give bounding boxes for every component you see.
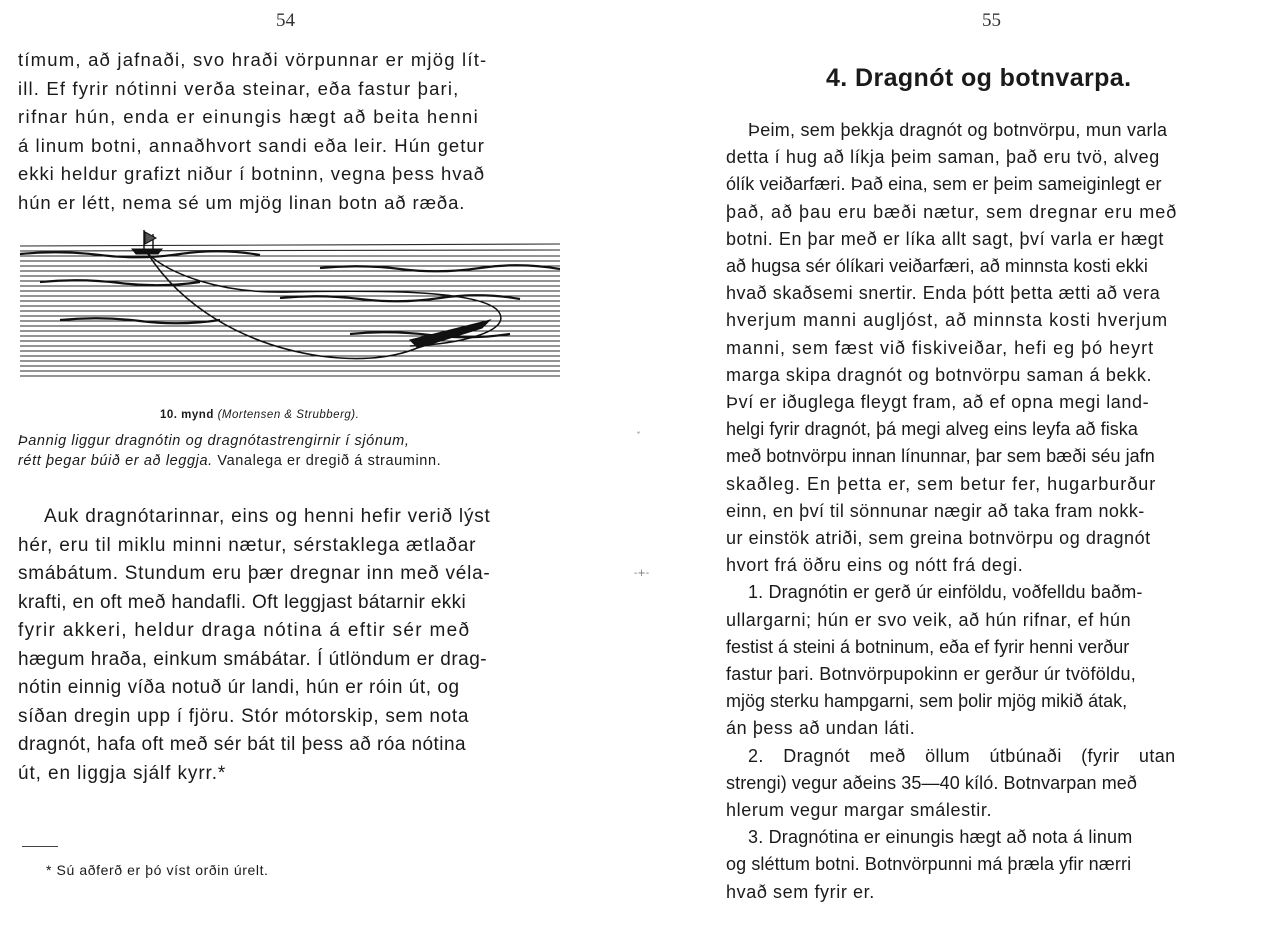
right-body-text [726,117,1177,906]
footnote: * Sú aðferð er þó víst orðin úrelt. [46,862,269,878]
text-line: hverjum manni augljóst, að minnsta kosti hverjum [726,310,1169,331]
caption-italic-part: rétt þegar búið er að leggja. [18,453,213,469]
text-line: krafti, en oft með handafli. Oft leggjast bátarnir ekki [18,591,467,613]
sea-hatching [20,244,560,376]
figure-caption-title [160,409,359,421]
text-line: hlerum vegur margar smálestir. [726,800,993,821]
text-line: skaðleg. En þetta er, sem betur fer, hugarburður [726,473,1157,494]
boat-icon [132,230,162,254]
text-line: Auk dragnótarinnar, eins og henni hefir verið lýst [44,506,491,527]
text-line: og sléttum botni. Botnvörpunni má þræla yfir nærri [726,854,1132,875]
text-line: ill. Ef fyrir nótinni verða steinar, eða fastur þari, [18,77,460,99]
text-line: rifnar hún, enda er einungis hægt að beita henni [18,106,480,127]
figure-label: 10. mynd [160,409,214,421]
scan-mark: ˇ [636,432,641,443]
text-line: hér, eru til miklu minni nætur, sérstaklega ætlaðar [18,534,477,556]
text-line: hvort frá öðru eins og nótt frá degi. [726,555,1024,576]
text-line: ur einstök atriði, sem greina botnvörpu og dragnót [726,528,1151,549]
caption-line [18,451,441,471]
text-line: tímum, að jafnaði, svo hraði vörpunnar er mjög lít- [18,49,488,70]
scan-mark: -+- [634,568,650,579]
text-line: fastur þari. Botnvörpupokinn er gerður úr tvöföldu, [726,664,1136,685]
text-line: hún er létt, nema sé um mjög linan botn að ræða. [18,191,466,213]
text-line: á linum botni, annaðhvort sandi eða leir. Hún getur [18,134,485,156]
text-line: ullargarni; hún er svo veik, að hún rifnar, ef hún [726,609,1132,630]
text-line: það, að þau eru bæði nætur, sem dregnar eru með [726,201,1178,222]
text-line: 3. Dragnótina er einungis hægt að nota á linum [748,827,1133,848]
caption-plain-part: Vanalega er dregið á strauminn. [217,453,442,469]
text-line: dragnót, hafa oft með sér bát til þess að róa nótina [18,734,466,755]
text-line: ólík veiðarfæri. Það eina, sem er þeim sameiginlegt er [726,174,1162,195]
text-line: hvað skaðsemi snertir. Enda þótt þetta ætti að vera [726,283,1161,304]
text-line: hvað sem fyrir er. [726,881,875,902]
page-number-right: 55 [982,10,1001,31]
right-page [690,0,1288,927]
text-line: mjög sterku hampgarni, sem þolir mjög mikið átak, [726,691,1128,712]
caption-line: Þannig liggur dragnótin og dragnótastrengirnir í sjónum, [18,433,410,449]
text-line: síðan dregin upp í fjöru. Stór mótorskip, sem nota [18,705,470,727]
text-line: ekki heldur grafizt niður í botninn, vegna þess hvað [18,163,485,184]
text-line: út, en liggja sjálf kyrr.* [18,762,227,784]
text-line: hægum hraða, einkum smábátar. Í útlöndum er drag- [18,648,488,670]
chapter-title: 4. Dragnót og botnvarpa. [826,64,1132,92]
footnote-rule [22,846,58,847]
page-number-left: 54 [276,10,295,31]
figure-caption [18,431,441,471]
left-paragraph-2 [18,503,491,788]
text-line: Því er iðuglega fleygt fram, að ef opna megi land- [726,392,1150,413]
text-line: 1. Dragnótin er gerð úr einföldu, voðfelldu baðm- [748,582,1143,603]
text-line: detta í hug að líkja þeim saman, það eru tvö, alveg [726,147,1160,168]
left-page [0,0,590,927]
text-line: án þess að undan láti. [726,718,916,739]
text-line: með botnvörpu innan línunnar, þar sem bæði séu jafn [726,446,1155,467]
text-line: nótin einnig víða notuð úr landi, hún er róin út, og [18,677,460,698]
text-line: smábátum. Stundum eru þær dregnar inn með véla- [18,563,491,584]
seine-net-illustration [20,224,560,384]
text-line: botni. En þar með er líka allt sagt, því varla er hægt [726,228,1164,249]
text-line: helgi fyrir dragnót, þá megi alveg eins leyfa að fiska [726,419,1138,440]
left-paragraph-1 [18,46,487,217]
text-line: manni, sem fæst við fiskiveiðar, hefi eg þó heyrt [726,337,1155,358]
text-line: fyrir akkeri, heldur draga nótina á eftir sér með [18,620,471,641]
text-line: festist á steini á botninum, eða ef fyrir henni verður [726,636,1130,657]
text-line: marga skipa dragnót og botnvörpu saman á bekk. [726,364,1153,385]
figure-authors: (Mortensen & Strubberg). [217,409,360,421]
text-line: 2. Dragnót með öllum útbúnaði (fyrir utan [748,745,1176,766]
text-line: strengi) vegur aðeins 35—40 kíló. Botnvarpan með [726,772,1138,793]
text-line: Þeim, sem þekkja dragnót og botnvörpu, mun varla [748,120,1168,140]
text-line: einn, en því til sönnunar nægir að taka fram nokk- [726,500,1145,521]
text-line: að hugsa sér ólíkari veiðarfæri, að minnsta kosti ekki [726,256,1148,277]
